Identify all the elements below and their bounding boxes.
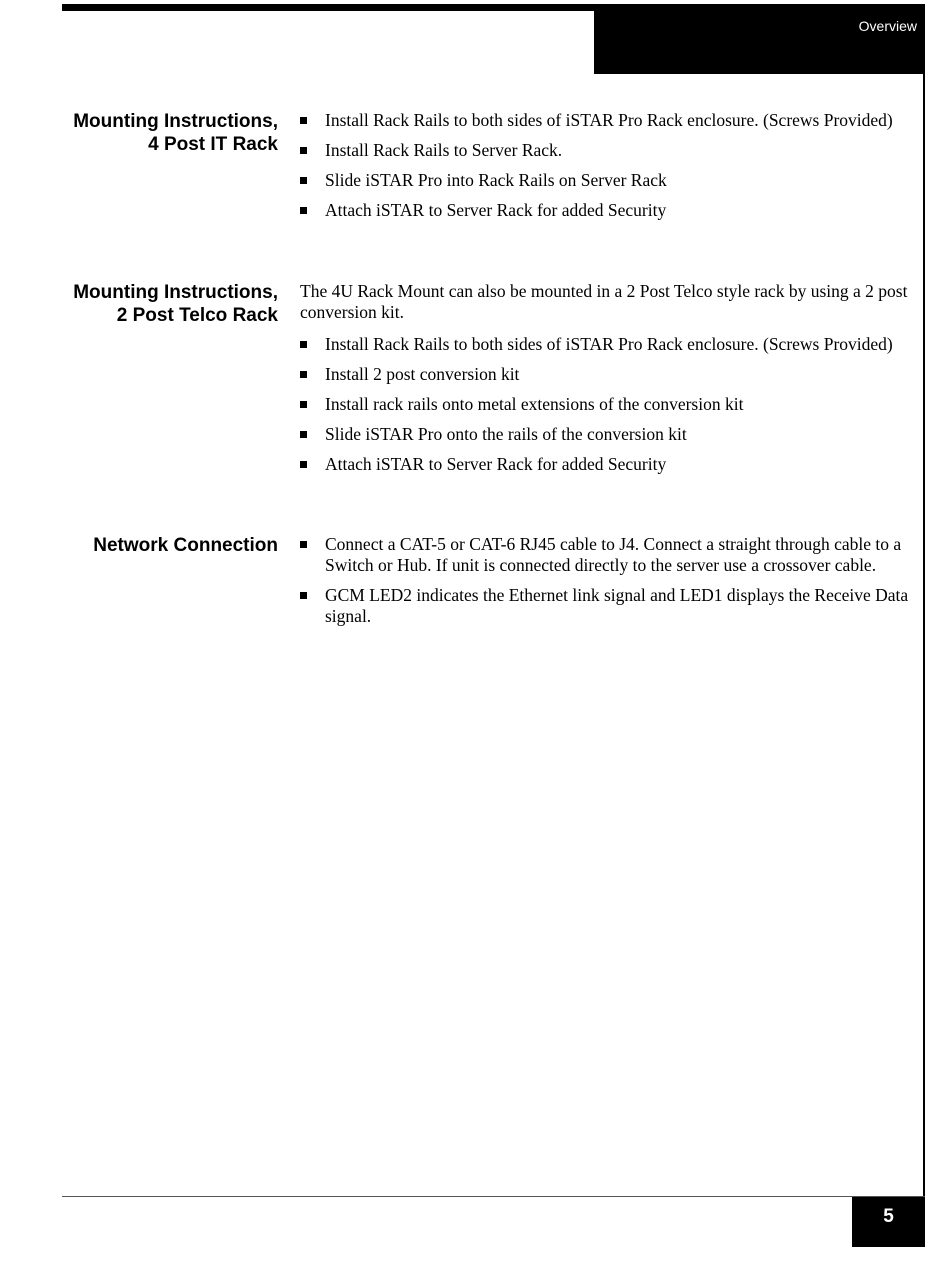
list-item	[300, 140, 916, 161]
section-body	[300, 281, 916, 484]
bullet-list	[300, 110, 916, 221]
list-item-text: Install Rack Rails to both sides of iSTAR Pro Rack enclosure. (Screws Provided)	[325, 110, 893, 130]
section-body	[300, 110, 916, 230]
header-tab	[594, 4, 925, 74]
list-item-text: Install Rack Rails to Server Rack.	[325, 140, 563, 160]
list-item-text: Attach iSTAR to Server Rack for added Security	[325, 200, 667, 220]
heading-line: 2 Post Telco Rack	[116, 305, 278, 326]
list-item	[300, 364, 916, 385]
header-section-title: Overview	[858, 18, 917, 34]
list-item-text: Attach iSTAR to Server Rack for added Security	[325, 454, 667, 474]
list-item-text: Install 2 post conversion kit	[325, 364, 520, 384]
list-item	[300, 170, 916, 191]
list-item	[300, 424, 916, 445]
heading-line: Network Connection	[93, 535, 278, 556]
list-item	[300, 334, 916, 355]
section-intro: The 4U Rack Mount can also be mounted in a 2 Post Telco style rack by using a 2 post conversion kit.	[300, 281, 908, 322]
list-item	[300, 454, 916, 475]
section-heading	[40, 281, 278, 327]
square-bullet-icon	[300, 592, 307, 599]
section-heading	[40, 534, 278, 557]
list-item-text: Install rack rails onto metal extensions of the conversion kit	[325, 394, 744, 414]
section-heading	[40, 110, 278, 156]
section-body	[300, 534, 916, 636]
square-bullet-icon	[300, 371, 307, 378]
list-item-text: Install Rack Rails to both sides of iSTAR Pro Rack enclosure. (Screws Provided)	[325, 334, 893, 354]
square-bullet-icon	[300, 147, 307, 154]
list-item-text: Connect a CAT-5 or CAT-6 RJ45 cable to J4. Connect a straight through cable to a Switch or Hub. If unit is connected directly to the server use a crossover cable.	[325, 534, 902, 575]
heading-line: Mounting Instructions,	[73, 282, 278, 303]
list-item-text: Slide iSTAR Pro onto the rails of the conversion kit	[325, 424, 687, 444]
footer-rule	[62, 1196, 925, 1197]
list-item-text: GCM LED2 indicates the Ethernet link signal and LED1 displays the Receive Data signal.	[325, 585, 909, 626]
list-item	[300, 110, 916, 131]
list-item-text: Slide iSTAR Pro into Rack Rails on Server Rack	[325, 170, 667, 190]
square-bullet-icon	[300, 341, 307, 348]
square-bullet-icon	[300, 541, 307, 548]
square-bullet-icon	[300, 431, 307, 438]
list-item	[300, 200, 916, 221]
heading-line: Mounting Instructions,	[73, 111, 278, 132]
square-bullet-icon	[300, 207, 307, 214]
bullet-list	[300, 534, 916, 627]
square-bullet-icon	[300, 177, 307, 184]
square-bullet-icon	[300, 401, 307, 408]
square-bullet-icon	[300, 117, 307, 124]
right-margin-rule	[923, 4, 925, 1247]
page-number: 5	[852, 1197, 925, 1247]
list-item	[300, 585, 916, 627]
heading-line: 4 Post IT Rack	[148, 134, 278, 155]
bullet-list	[300, 334, 916, 475]
list-item	[300, 394, 916, 415]
square-bullet-icon	[300, 461, 307, 468]
list-item	[300, 534, 916, 576]
